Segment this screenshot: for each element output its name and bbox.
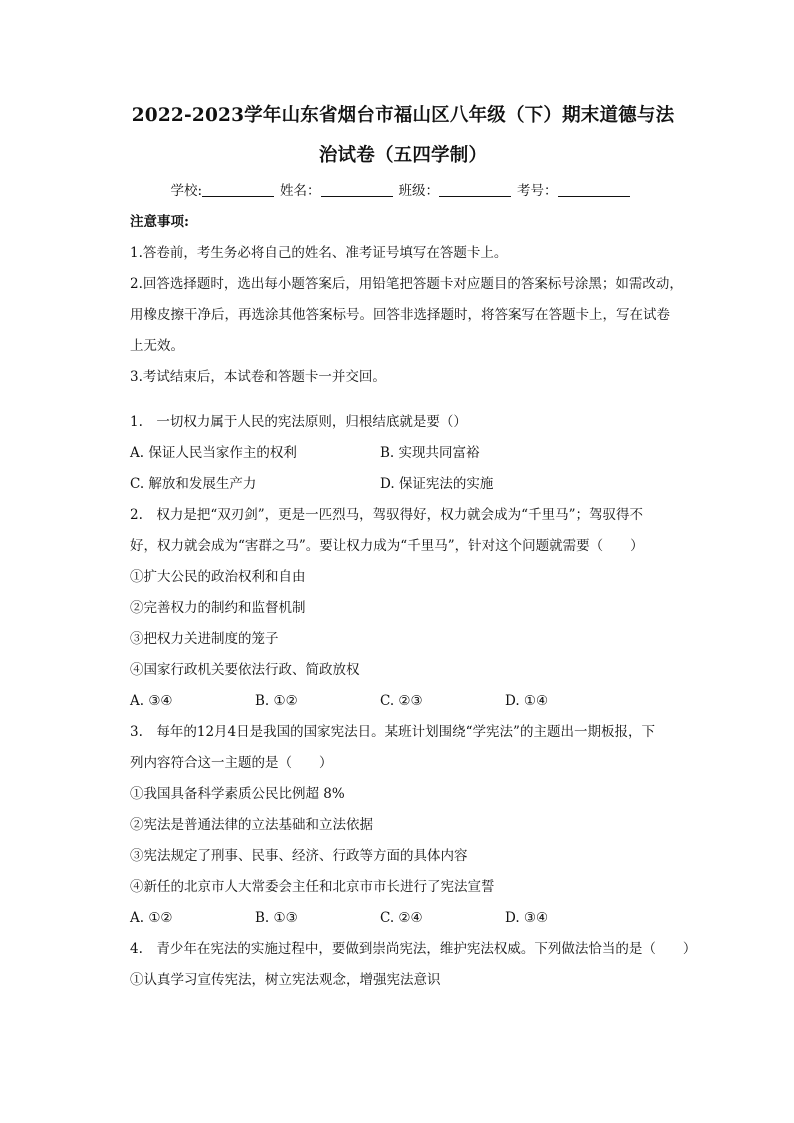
exam-title [130,96,676,176]
question-stem: 列内容符合这一主题的是（ ） [130,755,333,771]
options-row [130,469,676,500]
statement-item: ①扩大公民的政治权利和自由 [130,569,306,585]
statement-item: ①认真学习宣传宪法，树立宪法观念，增强宪法意识 [130,972,441,988]
class-label: 班级： [398,183,440,199]
question-stem: 3. 每年的12月4日是我国的国家宪法日。某班计划围绕“学宪法”的主题出一期板报，下 [130,724,655,740]
exam-number-label: 考号： [517,183,558,199]
option-a[interactable]: A. ③④ [130,693,173,709]
class-blank[interactable] [439,182,511,197]
statement-item: ④新任的北京市人大常委会主任和北京市市长进行了宪法宣誓 [130,879,495,895]
notice-line: 2.回答选择题时，选出每小题答案后，用铅笔把答题卡对应题目的答案标号涂黑；如需改动， [130,276,683,292]
statement-item: ③宪法规定了刑事、民事、经济、行政等方面的具体内容 [130,848,468,864]
exam-title-line-1: 2022-2023学年山东省烟台市福山区八年级（下）期末道德与法 [131,105,675,126]
statement-item: ②完善权力的制约和监督机制 [130,600,306,616]
option-b[interactable]: B. ①③ [255,910,298,926]
notice-section [130,207,683,393]
notice-line: 3.考试结束后，本试卷和答题卡一并交回。 [130,369,386,385]
school-blank[interactable] [202,182,274,197]
option-d[interactable]: D. ①④ [505,693,549,709]
name-blank[interactable] [321,182,393,197]
option-c[interactable]: C. ②③ [380,693,423,709]
statement-item: ③把权力关进制度的笼子 [130,631,279,647]
statement-item: ①我国具备科学素质公民比例超 8% [130,786,345,802]
options-row [130,903,676,934]
exam-number-blank[interactable] [558,182,630,197]
option-d[interactable]: D. ③④ [505,910,549,926]
student-info-row [130,178,676,204]
statement-item: ②宪法是普通法律的立法基础和立法依据 [130,817,373,833]
options-row [130,438,676,469]
question-stem: 4. 青少年在宪法的实施过程中，要做到崇尚宪法，维护宪法权威。下列做法恰当的是（ ） [130,941,697,957]
question-4 [130,934,697,996]
question-3 [130,717,676,934]
notice-line: 上无效。 [130,338,184,354]
question-stem: 好，权力就会成为“害群之马”。要让权力成为“千里马”，针对这个问题就需要（ ） [130,538,644,554]
option-c[interactable]: C. 解放和发展生产力 [130,476,257,492]
question-2 [130,500,676,717]
question-1 [130,407,676,500]
notice-line: 1.答卷前，考生务必将自己的姓名、准考证号填写在答题卡上。 [130,245,508,261]
school-label: 学校: [170,183,203,199]
notice-heading: 注意事项: [130,214,189,230]
options-row [130,686,676,717]
option-a[interactable]: A. 保证人民当家作主的权利 [130,445,297,461]
option-d[interactable]: D. 保证宪法的实施 [380,476,494,492]
option-a[interactable]: A. ①② [130,910,173,926]
option-b[interactable]: B. ①② [255,693,298,709]
exam-title-line-2: 治试卷（五四学制） [318,145,488,166]
statement-item: ④国家行政机关要依法行政、简政放权 [130,662,360,678]
notice-line: 用橡皮擦干净后，再选涂其他答案标号。回答非选择题时，将答案写在答题卡上，写在试卷 [130,307,670,323]
option-b[interactable]: B. 实现共同富裕 [380,445,480,461]
name-label: 姓名： [280,183,321,199]
question-stem: 1. 一切权力属于人民的宪法原则，归根结底就是要（） [130,414,467,430]
option-c[interactable]: C. ②④ [380,910,423,926]
question-stem: 2. 权力是把“双刃剑”，更是一匹烈马，驾驭得好，权力就会成为“千里马”；驾驭得不 [130,507,643,523]
